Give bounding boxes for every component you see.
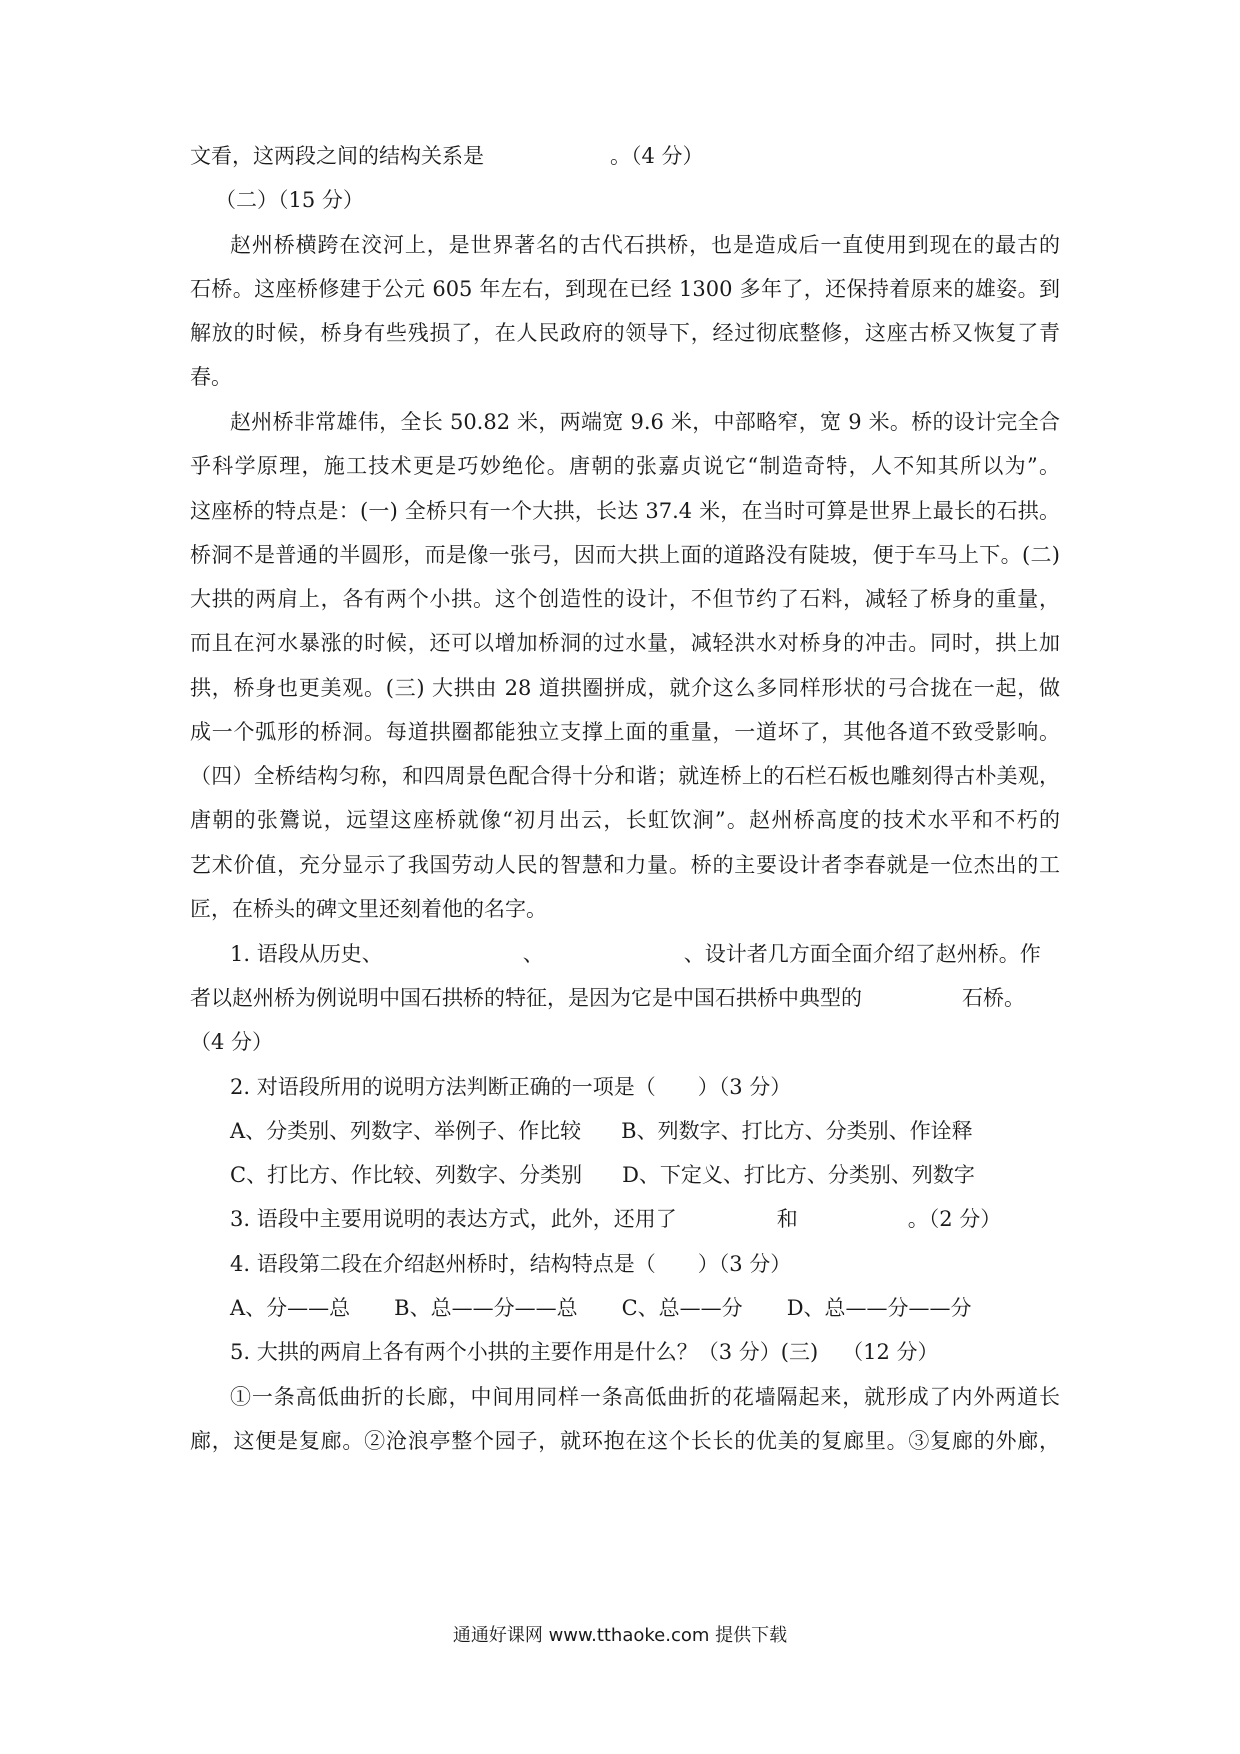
para1-line4: 春。 xyxy=(190,365,232,389)
option-b: B、总——分——总 xyxy=(394,1296,578,1320)
para2-line8: 成一个弧形的桥洞。每道拱圈都能独立支撑上面的重量，一道坏了，其他各道不致受影响。 xyxy=(190,720,1060,744)
question-1-score: （4 分） xyxy=(190,1030,274,1054)
option-b: B、列数字、打比方、分类别、作诠释 xyxy=(621,1119,973,1143)
para2-line7: 拱，桥身也更美观。(三) 大拱由 28 道拱圈拼成，就介这么多同样形状的弓合拢在一起，做 xyxy=(190,676,1060,700)
option-c: C、打比方、作比较、列数字、分类别 xyxy=(230,1163,583,1187)
para2-line2: 乎科学原理，施工技术更是巧妙绝伦。唐朝的张嘉贞说它“制造奇特，人不知其所以为”。 xyxy=(190,454,1060,478)
para1-line1: 赵州桥横跨在洨河上，是世界著名的古代石拱桥，也是造成后一直使用到现在的最古的 xyxy=(230,233,1060,257)
section-heading-3-score: （12 分） xyxy=(842,1340,939,1364)
option-a: A、分——总 xyxy=(230,1296,351,1320)
question-4-options xyxy=(230,1294,1100,1322)
option-d: D、总——分——分 xyxy=(786,1296,972,1320)
question-1-line1: 1. 语段从历史、 、 、设计者几方面全面介绍了赵州桥。作 xyxy=(230,942,1041,966)
question-3: 3. 语段中主要用说明的表达方式，此外，还用了 和 。（2 分） xyxy=(230,1207,1002,1231)
question-1-line2: 者以赵州桥为例说明中国石拱桥的特征，是因为它是中国石拱桥中典型的 石桥。 xyxy=(190,986,1025,1010)
para2-line11: 艺术价值，充分显示了我国劳动人民的智慧和力量。桥的主要设计者李春就是一位杰出的工 xyxy=(190,853,1060,877)
para3-line1: ①一条高低曲折的长廊，中间用同样一条高低曲折的花墙隔起来，就形成了内外两道长 xyxy=(230,1385,1060,1409)
question-2-options-row1 xyxy=(230,1117,1100,1145)
option-c: C、总——分 xyxy=(621,1296,743,1320)
para2-line5: 大拱的两肩上，各有两个小拱。这个创造性的设计，不但节约了石料，减轻了桥身的重量， xyxy=(190,587,1060,611)
para1-line2: 石桥。这座桥修建于公元 605 年左右，到现在已经 1300 多年了，还保持着原来的雄姿。到 xyxy=(190,277,1060,301)
para2-line10: 唐朝的张鷟说，远望这座桥就像“初月出云，长虹饮涧”。赵州桥高度的技术水平和不朽的 xyxy=(190,808,1060,832)
option-d: D、下定义、打比方、分类别、列数字 xyxy=(622,1163,975,1187)
question-4: 4. 语段第二段在介绍赵州桥时，结构特点是（ ）（3 分） xyxy=(230,1252,792,1276)
para2-line9: （四）全桥结构匀称，和四周景色配合得十分和谐；就连桥上的石栏石板也雕刻得古朴美观， xyxy=(190,764,1060,788)
para1-line3: 解放的时候，桥身有些残损了，在人民政府的领导下，经过彻底整修，这座古桥又恢复了青 xyxy=(190,321,1060,345)
para2-line12: 匠，在桥头的碑文里还刻着他的名字。 xyxy=(190,897,547,921)
option-a: A、分类别、列数字、举例子、作比较 xyxy=(230,1119,582,1143)
para2-line4: 桥洞不是普通的半圆形，而是像一张弓，因而大拱上面的道路没有陡坡，便于车马上下。(二) xyxy=(190,543,1060,567)
question-2: 2. 对语段所用的说明方法判断正确的一项是（ ）（3 分） xyxy=(230,1075,792,1099)
para3-line2: 廊，这便是复廊。②沧浪亭整个园子，就环抱在这个长长的优美的复廊里。③复廊的外廊， xyxy=(190,1429,1060,1453)
question-5: 5. 大拱的两肩上各有两个小拱的主要作用是什么？（3 分）(三) （12 分） xyxy=(230,1340,939,1364)
para2-line3: 这座桥的特点是：(一) 全桥只有一个大拱，长达 37.4 米，在当时可算是世界上最长的石拱。 xyxy=(190,499,1060,523)
para2-line6: 而且在河水暴涨的时候，还可以增加桥洞的过水量，减轻洪水对桥身的冲击。同时，拱上加 xyxy=(190,631,1060,655)
section-heading-2: （二）（15 分） xyxy=(215,188,364,212)
para2-line1: 赵州桥非常雄伟，全长 50.82 米，两端宽 9.6 米，中部略窄，宽 9 米。桥的设计完全合 xyxy=(230,410,1060,434)
page-footer: 通通好课网 www.tthaoke.com 提供下载 xyxy=(452,1625,788,1646)
question-2-options-row2 xyxy=(230,1161,1100,1189)
prev-question-tail: 文看，这两段之间的结构关系是 。（4 分） xyxy=(190,144,704,168)
